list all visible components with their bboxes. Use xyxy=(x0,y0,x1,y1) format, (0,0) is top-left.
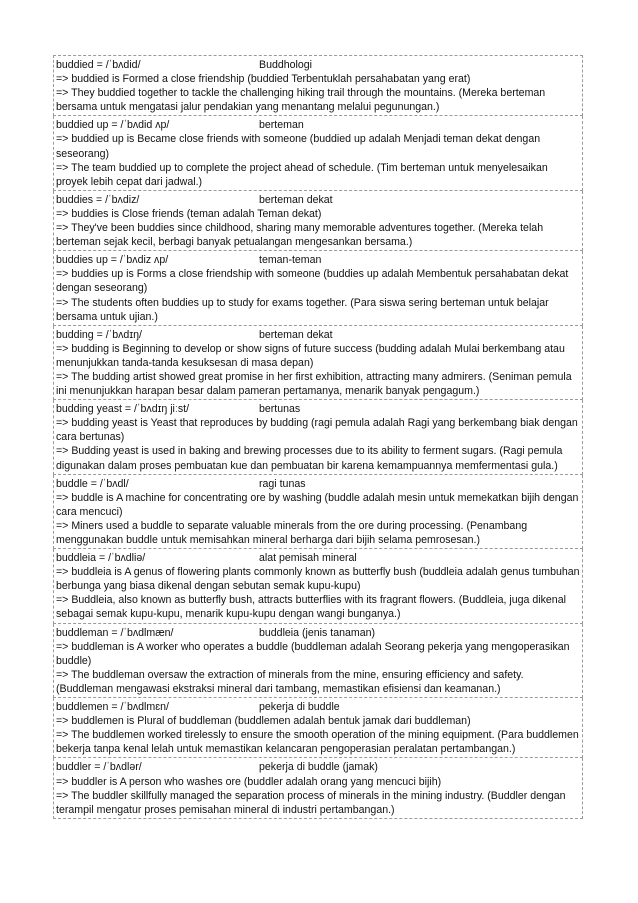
entry-word-ipa: buddlemen = /ˈbʌdlmɛn/ xyxy=(56,701,169,714)
entry-header xyxy=(56,760,580,774)
entry-header xyxy=(56,402,580,416)
entry-example: => The budding artist showed great promise in her first exhibition, attracting many admirers. (Seniman pemula ini menunjukkan harapan besar dalam pameran pertamanya, menarik banyak pengagum.) xyxy=(56,370,572,398)
entry-translation: berteman xyxy=(259,119,304,132)
entry-definition: => buddies is Close friends (teman adalah Teman dekat) xyxy=(56,207,322,220)
entry-example: => Buddleia, also known as butterfly bush, attracts butterflies with its fragrant flowers. (Buddleia, juga dikenal sebagai semak kupu-kupu, menarik kupu-kupu dengan wangi bunganya.) xyxy=(56,594,566,621)
entry-definition: => buddied is Formed a close friendship (buddied Terbentuklah persahabatan yang erat) xyxy=(56,73,471,86)
entry-word-ipa: buddied up = /ˈbʌdid ʌp/ xyxy=(56,119,170,132)
dictionary-entry xyxy=(53,624,583,698)
dictionary-entry xyxy=(53,758,583,818)
entry-header xyxy=(56,626,580,640)
entry-example: => They've been buddies since childhood, sharing many memorable adventures together. (Mereka telah berteman sejak kecil, berbagi banyak petualangan mengesankan bersama.) xyxy=(56,222,544,249)
entry-header xyxy=(56,328,580,342)
entry-translation: berteman dekat xyxy=(259,193,333,206)
entry-header xyxy=(56,253,580,267)
entry-word-ipa: buddies up = /ˈbʌdiz ʌp/ xyxy=(56,254,169,267)
entry-word-ipa: buddies = /ˈbʌdiz/ xyxy=(56,193,140,206)
dictionary-entry xyxy=(53,116,583,190)
entry-example: => The buddler skillfully managed the separation process of minerals in the mining industry. (Buddler dengan terampil mengatur proses pemisahan mineral di industri pertambangan.) xyxy=(56,789,566,816)
entry-definition: => buddleia is A genus of flowering plants commonly known as butterfly bush (buddleia adalah genus tumbuhan berbunga yang biasa dikenal dengan sebutan semak kupu-kupu) xyxy=(56,566,580,593)
dictionary-entry xyxy=(53,191,583,251)
dictionary-entry xyxy=(53,55,583,116)
entry-example: => They buddied together to tackle the challenging hiking trail through the mountains. (Mereka berteman bersama untuk mengatasi jalur pendakian yang menantang melalui pegunungan.) xyxy=(56,87,546,114)
entry-translation: pekerja di buddle (jamak) xyxy=(259,761,378,774)
dictionary-entry xyxy=(53,326,583,400)
entry-definition: => budding yeast is Yeast that reproduces by budding (ragi pemula adalah Ragi yang berkembang biak dengan cara bertunas) xyxy=(56,417,578,444)
entry-definition: => buddied up is Became close friends with someone (buddied up adalah Menjadi teman dekat dengan seseorang) xyxy=(56,133,541,160)
entry-definition: => buddleman is A worker who operates a buddle (buddleman adalah Seorang pekerja yang mengoperasikan buddle) xyxy=(56,640,570,667)
entry-translation: pekerja di buddle xyxy=(259,701,340,714)
dictionary-entry xyxy=(53,400,583,474)
entry-translation: alat pemisah mineral xyxy=(259,552,357,565)
entry-header xyxy=(56,193,580,207)
entry-example: => The students often buddies up to study for exams together. (Para siswa sering berteman untuk belajar bersama untuk ujian.) xyxy=(56,296,549,323)
dictionary-entry xyxy=(53,251,583,325)
entry-translation: teman-teman xyxy=(259,254,322,267)
entry-example: => The buddlemen worked tirelessly to ensure the smooth operation of the mining equipment. (Para buddlemen bekerja tanpa kenal lelah untuk memastikan kelancaran pengoperasian peralatan pertambangan.) xyxy=(56,729,579,756)
entry-definition: => buddies up is Forms a close friendship with someone (buddies up adalah Membentuk persahabatan dekat dengan seseorang) xyxy=(56,268,569,295)
dictionary-page xyxy=(53,55,583,819)
entry-word-ipa: buddle = /ˈbʌdl/ xyxy=(56,477,129,490)
entry-word-ipa: buddler = /ˈbʌdlər/ xyxy=(56,761,142,774)
dictionary-entry xyxy=(53,698,583,758)
entry-header xyxy=(56,700,580,714)
entry-word-ipa: buddleman = /ˈbʌdlmæn/ xyxy=(56,626,174,639)
entry-example: => The buddleman oversaw the extraction of minerals from the mine, ensuring efficiency and safety. (Buddleman mengawasi ekstraksi mineral dari tambang, memastikan efisiensi dan keamanan.) xyxy=(56,668,524,695)
entry-translation: Buddhologi xyxy=(259,59,313,71)
dictionary-entry xyxy=(53,475,583,549)
entry-example: => The team buddied up to complete the project ahead of schedule. (Tim berteman untuk menyelesaikan proyek lebih cepat dari jadwal.) xyxy=(56,161,548,188)
entry-definition: => buddle is A machine for concentrating ore by washing (buddle adalah mesin untuk memekatkan bijih dengan cara mencuci) xyxy=(56,491,579,518)
entry-translation: bertunas xyxy=(259,403,301,416)
entry-translation: buddleia (jenis tanaman) xyxy=(259,626,376,639)
entry-example: => Budding yeast is used in baking and brewing processes due to its ability to ferment sugars. (Ragi pemula digunakan dalam proses pembuatan kue dan pembuatan bir karena kemampuannya memfermentasi gula.) xyxy=(56,445,563,472)
entry-translation: ragi tunas xyxy=(259,477,306,490)
entry-word-ipa: budding yeast = /ˈbʌdɪŋ jiːst/ xyxy=(56,403,190,416)
entry-word-ipa: buddied = /ˈbʌdid/ xyxy=(56,59,141,71)
entry-definition: => budding is Beginning to develop or show signs of future success (budding adalah Mulai berkembang atau menunjukkan tanda-tanda kesuksesan di masa depan) xyxy=(56,342,565,369)
entry-header xyxy=(56,477,580,491)
entry-header xyxy=(56,118,580,132)
entry-header xyxy=(56,58,580,72)
dictionary-entry xyxy=(53,549,583,623)
entry-header xyxy=(56,551,580,565)
entry-example: => Miners used a buddle to separate valuable minerals from the ore during processing. (Penambang menggunakan buddle untuk memisahkan mineral berharga dari bijih selama pemrosesan.) xyxy=(56,519,528,546)
entry-definition: => buddler is A person who washes ore (buddler adalah orang yang mencuci bijih) xyxy=(56,775,442,788)
entry-definition: => buddlemen is Plural of buddleman (buddlemen adalah bentuk jamak dari buddleman) xyxy=(56,715,471,728)
entry-word-ipa: buddleia = /ˈbʌdliə/ xyxy=(56,552,146,565)
entry-word-ipa: budding = /ˈbʌdɪŋ/ xyxy=(56,328,142,341)
entry-translation: berteman dekat xyxy=(259,328,333,341)
